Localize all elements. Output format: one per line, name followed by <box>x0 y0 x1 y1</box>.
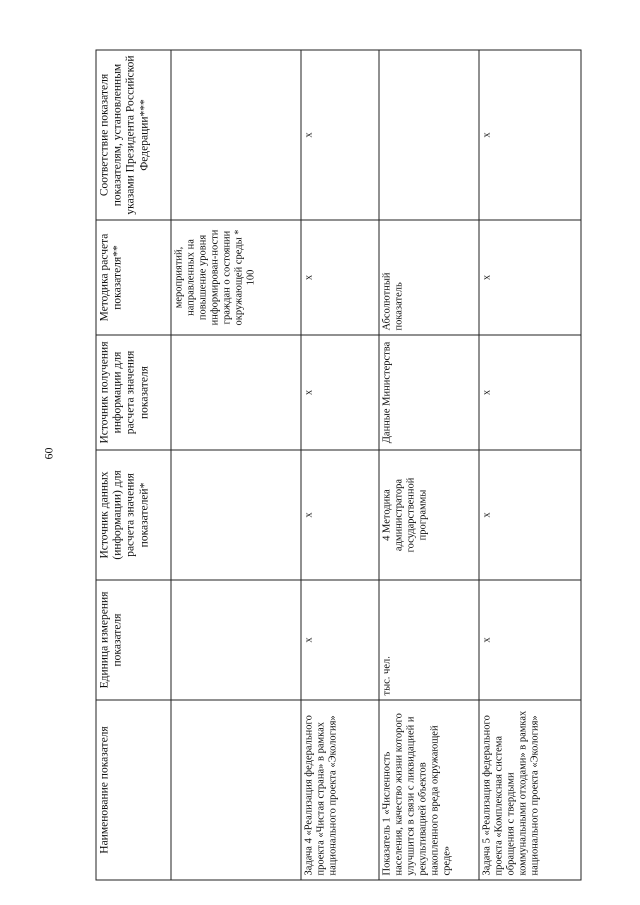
header-name: Наименование показателя <box>96 700 171 880</box>
cell: х <box>301 335 379 450</box>
header-unit: Единица измерения показателя <box>96 580 171 700</box>
cell: х <box>301 220 379 335</box>
cell: х <box>479 335 581 450</box>
cell: х <box>479 50 581 220</box>
cell-info-source: Данные Министерства <box>379 335 479 450</box>
header-method: Методика расчета показателя** <box>96 220 171 335</box>
header-compliance: Соответствие показателя показателям, установленным указами Президента Российской Федерации*** <box>96 50 171 220</box>
cell: х <box>479 580 581 700</box>
cell <box>171 50 301 220</box>
cell-method: мероприятий, направленных на повышение уровня информирован-ности граждан о состоянии окружающей среды * 100 <box>171 220 301 335</box>
cell <box>171 700 301 880</box>
cell: х <box>479 450 581 580</box>
page-number: 60 <box>41 447 56 460</box>
indicators-table <box>95 49 581 880</box>
cell <box>171 450 301 580</box>
cell-name: Показатель 1 «Численность населения, качество жизни которого улучшится в связи с ликвидацией и рекультивацией объектов накопленного вреда окружающей среде» <box>379 700 479 880</box>
table-row <box>171 50 301 880</box>
header-data-source: Источник данных (информации) для расчета значения показателей* <box>96 450 171 580</box>
cell <box>379 50 479 220</box>
cell-name: Задача 5 «Реализация федерального проекта «Комплексная система обращения с твердыми коммунальными отходами» в рамках национального проекта «Экология» <box>479 700 581 880</box>
table-row <box>379 50 479 880</box>
cell: х <box>301 50 379 220</box>
rotated-table-container <box>95 50 580 880</box>
cell-method: Абсолютный показатель <box>379 220 479 335</box>
cell <box>171 335 301 450</box>
cell <box>171 580 301 700</box>
table-header-row <box>96 50 171 880</box>
cell: х <box>479 220 581 335</box>
table-row <box>301 50 379 880</box>
table-row <box>479 50 581 880</box>
cell-data-source: 4 Методика администратора государственной программы <box>379 450 479 580</box>
cell-name: Задача 4 «Реализация федерального проекта «Чистая страна» в рамках национального проекта «Экология» <box>301 700 379 880</box>
cell: х <box>301 450 379 580</box>
cell: х <box>301 580 379 700</box>
cell-unit: тыс. чел. <box>379 580 479 700</box>
header-info-source: Источник получения информации для расчета значения показателя <box>96 335 171 450</box>
